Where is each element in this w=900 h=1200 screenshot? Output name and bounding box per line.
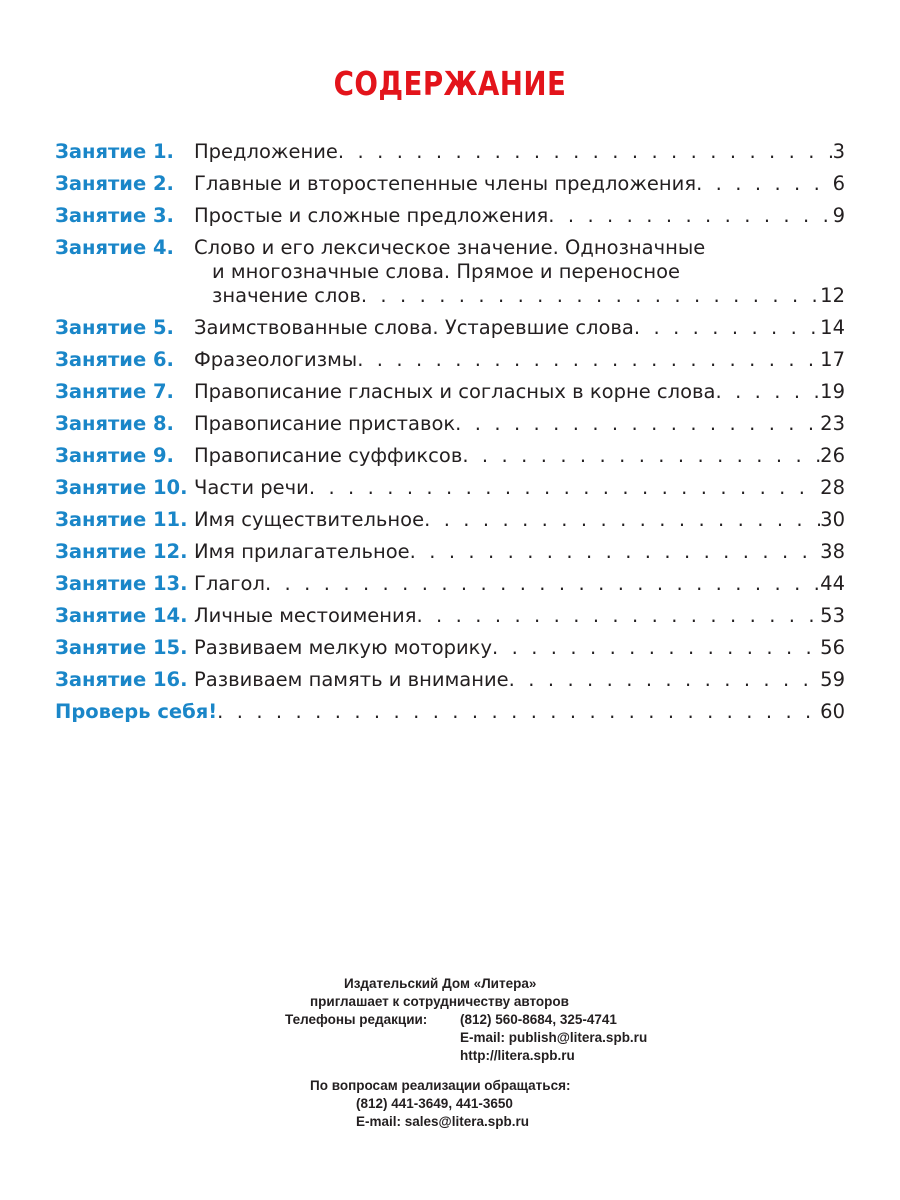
toc-entry-line	[194, 172, 845, 196]
toc-entry-title: и многозначные слова. Прямое и переносное	[212, 260, 680, 283]
lesson-label: Занятие 13.	[55, 572, 188, 595]
dot-leader	[416, 604, 820, 628]
toc-entry-title: Глагол	[194, 572, 265, 595]
toc-entry-line	[194, 140, 845, 164]
dot-leader	[696, 172, 833, 196]
lesson-label: Занятие 11.	[55, 508, 188, 531]
toc-entry-title: Заимствованные слова. Устаревшие слова	[194, 316, 634, 339]
page-number: 17	[820, 348, 845, 371]
toc-entry-title: Развиваем мелкую моторику	[194, 636, 492, 659]
toc-entry-title: Правописание гласных и согласных в корне слова	[194, 380, 716, 403]
page-number: 19	[820, 380, 845, 403]
dot-leader	[410, 540, 821, 564]
toc-entry[interactable]	[55, 172, 845, 196]
toc-entry-body	[194, 604, 845, 628]
lesson-label: Занятие 5.	[55, 316, 174, 339]
dot-leader	[455, 412, 820, 436]
toc-entry-line	[194, 572, 845, 596]
dot-leader	[462, 444, 820, 468]
toc-check-yourself[interactable]	[55, 700, 845, 724]
lesson-label: Занятие 1.	[55, 140, 174, 163]
dot-leader	[309, 476, 820, 500]
dot-leader	[548, 204, 832, 228]
toc-entry-line	[194, 380, 845, 404]
sales-label: По вопросам реализации обращаться:	[310, 1078, 571, 1093]
toc-entry-line	[194, 604, 845, 628]
toc-entry-line	[194, 236, 845, 260]
page-number: 44	[820, 572, 845, 595]
page-number: 56	[820, 636, 845, 659]
lesson-label: Занятие 15.	[55, 636, 188, 659]
phones-value: (812) 560-8684, 325-4741	[460, 1012, 617, 1027]
toc-entry-line	[194, 540, 845, 564]
toc-entry-body	[194, 668, 845, 692]
publisher-invite: приглашает к сотрудничеству авторов	[310, 994, 569, 1009]
toc-entry-title: Слово и его лексическое значение. Однозначные	[194, 236, 706, 259]
toc-entry-title: Правописание приставок	[194, 412, 456, 435]
dot-leader	[265, 572, 820, 596]
toc-entry-title: Личные местоимения	[194, 604, 417, 627]
page-number: 26	[820, 444, 845, 467]
lesson-label: Занятие 10.	[55, 476, 188, 499]
page-number: 38	[820, 540, 845, 563]
toc-entry-title: Части речи	[194, 476, 309, 499]
toc-entry-body	[194, 444, 845, 468]
toc-entry-line	[194, 348, 845, 372]
toc-entry-line	[194, 476, 845, 500]
toc-entry[interactable]	[55, 140, 845, 164]
toc-entry-body	[194, 140, 845, 164]
toc-entry-body	[194, 316, 845, 340]
toc-entry[interactable]	[55, 508, 845, 532]
check-yourself-label: Проверь себя!	[55, 700, 218, 723]
page-number: 30	[820, 508, 845, 531]
toc-entry-line	[194, 636, 845, 660]
toc-entry-title: Имя существительное	[194, 508, 425, 531]
toc-entry-line	[194, 260, 845, 284]
toc-entry-body	[194, 508, 845, 532]
toc-entry-line	[194, 508, 845, 532]
sales-email: E-mail: sales@litera.spb.ru	[356, 1114, 529, 1129]
publisher-name: Издательский Дом «Литера»	[344, 976, 537, 991]
toc-entry-title: Простые и сложные предложения	[194, 204, 549, 227]
lesson-label: Занятие 3.	[55, 204, 174, 227]
toc-entry[interactable]	[55, 636, 845, 660]
toc-entry-line	[194, 668, 845, 692]
dot-leader	[509, 668, 821, 692]
toc-entry[interactable]	[55, 444, 845, 468]
dot-leader	[338, 140, 833, 164]
toc-entry[interactable]	[55, 348, 845, 372]
toc-entry-title: Имя прилагательное	[194, 540, 410, 563]
toc-entry[interactable]	[55, 604, 845, 628]
lesson-label: Занятие 4.	[55, 236, 174, 259]
toc-entry-title: Фразеологизмы	[194, 348, 358, 371]
toc-entry-body	[194, 412, 845, 436]
toc-entry[interactable]	[55, 412, 845, 436]
toc-entry-line	[194, 316, 845, 340]
sales-phones: (812) 441-3649, 441-3650	[356, 1096, 513, 1111]
toc-entry-body	[194, 636, 845, 660]
toc-entry[interactable]	[55, 476, 845, 500]
page-number: 28	[820, 476, 845, 499]
page-number: 59	[820, 668, 845, 691]
editorial-email: E-mail: publish@litera.spb.ru	[460, 1030, 648, 1045]
toc-entry-body	[194, 380, 845, 404]
phones-label: Телефоны редакции:	[285, 1012, 428, 1027]
toc-rows	[55, 140, 845, 692]
toc-entry-body	[194, 540, 845, 564]
toc-entry-line	[194, 444, 845, 468]
page-number: 60	[820, 700, 845, 723]
dot-leader	[634, 316, 820, 340]
dot-leader	[361, 284, 820, 308]
toc-entry-body	[194, 172, 845, 196]
toc-entry-body	[194, 572, 845, 596]
lesson-label: Занятие 8.	[55, 412, 174, 435]
publisher-url: http://litera.spb.ru	[460, 1048, 575, 1063]
lesson-label: Занятие 2.	[55, 172, 174, 195]
toc-entry-title: Развиваем память и внимание	[194, 668, 509, 691]
lesson-label: Занятие 9.	[55, 444, 174, 467]
toc-entry-title: Главные и второстепенные члены предложения	[194, 172, 697, 195]
toc-entry-body	[194, 476, 845, 500]
toc-entry-title: значение слов	[212, 284, 361, 307]
toc-entry-line	[194, 284, 845, 308]
lesson-label: Занятие 16.	[55, 668, 188, 691]
page-number: 3	[832, 140, 845, 163]
lesson-label: Занятие 6.	[55, 348, 174, 371]
toc-entry-title: Правописание суффиксов	[194, 444, 463, 467]
page-number: 6	[832, 172, 845, 195]
page-title: СОДЕРЖАНИЕ	[333, 64, 567, 103]
page-number: 12	[820, 284, 845, 307]
toc-entry-body	[194, 204, 845, 228]
toc-entry-body	[194, 348, 845, 372]
toc-entry[interactable]	[55, 572, 845, 596]
dot-leader	[217, 700, 820, 724]
page-number: 14	[820, 316, 845, 339]
toc-entry[interactable]	[55, 380, 845, 404]
dot-leader	[424, 508, 820, 532]
toc-entry-line	[194, 204, 845, 228]
toc-entry[interactable]	[55, 236, 845, 308]
page-number: 53	[820, 604, 845, 627]
toc-entry-title: Предложение	[194, 140, 338, 163]
lesson-label: Занятие 12.	[55, 540, 188, 563]
toc-entry[interactable]	[55, 668, 845, 692]
toc-entry[interactable]	[55, 540, 845, 564]
table-of-contents	[55, 140, 845, 724]
toc-entry-body	[194, 236, 845, 308]
dot-leader	[357, 348, 820, 372]
lesson-label: Занятие 14.	[55, 604, 188, 627]
toc-entry[interactable]	[55, 316, 845, 340]
page-number: 9	[832, 204, 845, 227]
page-number: 23	[820, 412, 845, 435]
dot-leader	[492, 636, 820, 660]
toc-entry-line	[194, 412, 845, 436]
dot-leader	[715, 380, 820, 404]
lesson-label: Занятие 7.	[55, 380, 174, 403]
toc-entry[interactable]	[55, 204, 845, 228]
